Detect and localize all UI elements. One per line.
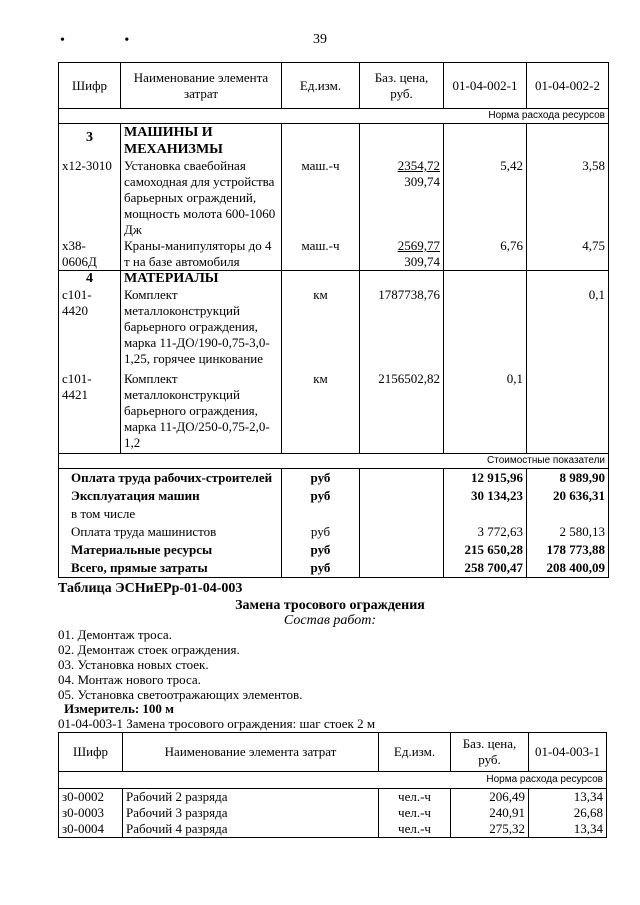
section-number: 4 bbox=[59, 271, 121, 288]
totals-row bbox=[59, 487, 609, 505]
section-heading: Замена тросового ограждения bbox=[235, 598, 425, 613]
works-title: Состав работ: bbox=[283, 613, 377, 628]
totals-row bbox=[59, 523, 609, 541]
meter: Измеритель: 100 м bbox=[64, 701, 175, 716]
row-unit: маш.-ч bbox=[282, 158, 360, 238]
total-col1: 12 915,96 bbox=[444, 469, 527, 488]
row-col1: 5,42 bbox=[444, 158, 527, 238]
row-col2: 3,58 bbox=[527, 158, 609, 238]
row-name: Рабочий 3 разряда bbox=[123, 805, 379, 821]
row-price-secondary: 309,74 bbox=[404, 254, 440, 269]
total-name: Оплата труда машинистов bbox=[59, 523, 282, 541]
page-dots: • • bbox=[60, 33, 158, 48]
total-unit: руб bbox=[282, 559, 360, 578]
row-col1: 6,76 bbox=[444, 238, 527, 271]
total-col2: 20 636,31 bbox=[527, 487, 609, 505]
total-col1: 258 700,47 bbox=[444, 559, 527, 578]
total-col2: 2 580,13 bbox=[527, 523, 609, 541]
row-name: Краны-манипуляторы до 4 т на базе автомобиля bbox=[121, 238, 282, 271]
norm-label: Норма расхода ресурсов bbox=[59, 772, 607, 789]
total-name: Оплата труда рабочих-строителей bbox=[59, 469, 282, 488]
total-name: Всего, прямые затраты bbox=[59, 559, 282, 578]
list-item: 01. Демонтаж троса. bbox=[58, 627, 172, 642]
table-row bbox=[59, 238, 609, 271]
total-unit: руб bbox=[282, 487, 360, 505]
list-item: 05. Установка светоотражающих элементов. bbox=[58, 687, 303, 702]
header-col2: 01-04-002-2 bbox=[527, 63, 609, 109]
row-code: з0-0002 bbox=[59, 789, 123, 806]
section-row bbox=[59, 271, 609, 288]
total-col1: 30 134,23 bbox=[444, 487, 527, 505]
row-code: с101-4420 bbox=[59, 287, 121, 371]
row-code: з0-0003 bbox=[59, 805, 123, 821]
list-item: 04. Монтаж нового троса. bbox=[58, 672, 201, 687]
table-row bbox=[59, 821, 607, 838]
row-unit: чел.-ч bbox=[379, 789, 451, 806]
header-col1: 01-04-003-1 bbox=[529, 733, 607, 772]
total-col2: 178 773,88 bbox=[527, 541, 609, 559]
header-price: Баз. цена, руб. bbox=[451, 733, 529, 772]
total-name: в том числе bbox=[59, 505, 282, 523]
total-col1: 3 772,63 bbox=[444, 523, 527, 541]
row-col2: 4,75 bbox=[527, 238, 609, 271]
total-name: Эксплуатация машин bbox=[59, 487, 282, 505]
total-col1: 215 650,28 bbox=[444, 541, 527, 559]
table-row bbox=[59, 287, 609, 371]
list-item: 02. Демонтаж стоек ограждения. bbox=[58, 642, 240, 657]
row-unit: км bbox=[282, 287, 360, 371]
row-col1: 26,68 bbox=[529, 805, 607, 821]
total-unit: руб bbox=[282, 523, 360, 541]
resource-table-2 bbox=[58, 732, 607, 838]
resource-table-1 bbox=[58, 62, 609, 578]
row-code: с101-4421 bbox=[59, 371, 121, 454]
header-code: Шифр bbox=[59, 63, 121, 109]
header-name: Наименование элемента затрат bbox=[123, 733, 379, 772]
totals-row bbox=[59, 505, 609, 523]
row-name: Рабочий 2 разряда bbox=[123, 789, 379, 806]
row-price: 206,49 bbox=[451, 789, 529, 806]
norm-label: Норма расхода ресурсов bbox=[59, 109, 609, 124]
row-col2: 0,1 bbox=[527, 287, 609, 371]
table-row bbox=[59, 158, 609, 238]
row-price: 2569,77 bbox=[397, 238, 440, 253]
row-name: Рабочий 4 разряда bbox=[123, 821, 379, 838]
row-col1: 13,34 bbox=[529, 789, 607, 806]
cost-label: Стоимостные показатели bbox=[59, 454, 609, 469]
total-col2: 8 989,90 bbox=[527, 469, 609, 488]
table-row bbox=[59, 789, 607, 806]
row-price: 2354,72 bbox=[397, 158, 440, 173]
row-code: х12-3010 bbox=[59, 158, 121, 238]
totals-row bbox=[59, 469, 609, 488]
row-price: 2156502,82 bbox=[360, 371, 444, 454]
table-title: Таблица ЭСНиЕРр-01-04-003 bbox=[58, 581, 243, 596]
header-col1: 01-04-002-1 bbox=[444, 63, 527, 109]
total-unit: руб bbox=[282, 469, 360, 488]
section-title: МАТЕРИАЛЫ bbox=[121, 271, 282, 288]
row-name: Комплект металлоконструкций барьерного ограждения, марка 11-ДО/250-0,75-2,0-1,2 bbox=[121, 371, 282, 454]
header-price: Баз. цена, руб. bbox=[360, 63, 444, 109]
total-name: Материальные ресурсы bbox=[59, 541, 282, 559]
header-code: Шифр bbox=[59, 733, 123, 772]
table-row bbox=[59, 805, 607, 821]
row-col2 bbox=[527, 371, 609, 454]
row-unit: маш.-ч bbox=[282, 238, 360, 271]
section-row bbox=[59, 124, 609, 159]
totals-row bbox=[59, 559, 609, 578]
item-title: 01-04-003-1 Замена тросового ограждения: шаг стоек 2 м bbox=[58, 716, 376, 731]
row-price: 240,91 bbox=[451, 805, 529, 821]
section-number: 3 bbox=[59, 124, 121, 159]
header-name: Наименование элемента затрат bbox=[121, 63, 282, 109]
table-header-row bbox=[59, 733, 607, 772]
section-title: МАШИНЫ И МЕХАНИЗМЫ bbox=[121, 124, 282, 159]
row-price-secondary: 309,74 bbox=[404, 174, 440, 189]
works-list bbox=[58, 627, 302, 702]
row-col1: 0,1 bbox=[444, 371, 527, 454]
row-col1 bbox=[444, 287, 527, 371]
total-col2: 208 400,09 bbox=[527, 559, 609, 578]
table-header-row bbox=[59, 63, 609, 109]
row-unit: чел.-ч bbox=[379, 805, 451, 821]
totals-row bbox=[59, 541, 609, 559]
row-code: з0-0004 bbox=[59, 821, 123, 838]
page-number: 39 bbox=[313, 32, 327, 47]
header-unit: Ед.изм. bbox=[282, 63, 360, 109]
table-row bbox=[59, 371, 609, 454]
header-unit: Ед.изм. bbox=[379, 733, 451, 772]
row-name: Установка сваебойная самоходная для устройства барьерных ограждений, мощность молота 600-1060 Дж bbox=[121, 158, 282, 238]
row-price: 275,32 bbox=[451, 821, 529, 838]
row-unit: км bbox=[282, 371, 360, 454]
list-item: 03. Установка новых стоек. bbox=[58, 657, 209, 672]
row-code: х38-0606Д bbox=[59, 238, 121, 271]
total-unit: руб bbox=[282, 541, 360, 559]
row-name: Комплект металлоконструкций барьерного ограждения, марка 11-ДО/190-0,75-3,0-1,25, горячее цинкование bbox=[121, 287, 282, 371]
row-unit: чел.-ч bbox=[379, 821, 451, 838]
row-col1: 13,34 bbox=[529, 821, 607, 838]
row-price: 1787738,76 bbox=[360, 287, 444, 371]
